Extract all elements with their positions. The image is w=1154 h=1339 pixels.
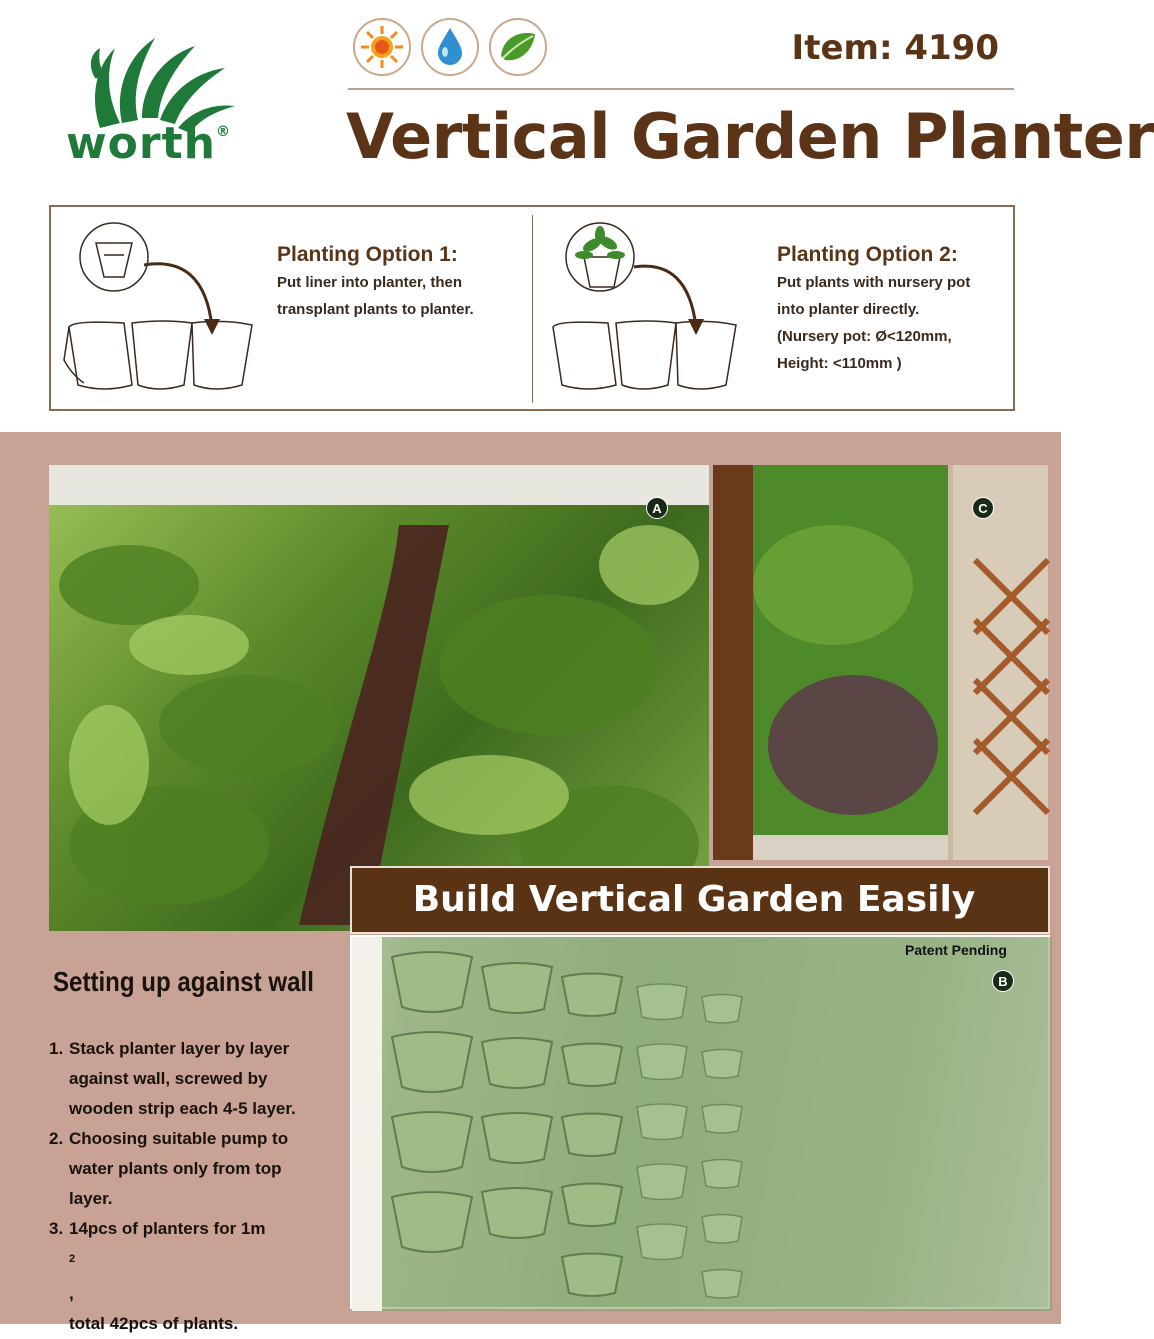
step-line-text: 14pcs of planters for 1m	[69, 1219, 266, 1238]
planting-option-2-text	[777, 269, 970, 377]
setup-steps-list	[49, 1034, 349, 1339]
step-line: Choosing suitable pump to	[69, 1129, 289, 1148]
page-title: Vertical Garden Planter	[346, 100, 1154, 173]
header-divider	[348, 88, 1014, 90]
photo-garden-trellis	[713, 465, 1048, 860]
setup-heading: Setting up against wall	[53, 966, 314, 997]
option-2-line: (Nursery pot: Ø<120mm,	[777, 328, 952, 345]
step-line	[69, 1214, 266, 1309]
banner-text: Build Vertical Garden Easily	[412, 879, 976, 920]
step-line: against wall, screwed by	[69, 1069, 268, 1088]
step-line: wooden strip each 4-5 layer.	[69, 1099, 296, 1118]
registered-mark: ®	[215, 124, 231, 140]
setup-step	[49, 1034, 349, 1124]
option-1-line: transplant plants to planter.	[277, 301, 474, 318]
planting-option-2-diagram	[548, 215, 748, 400]
planting-option-1-text	[277, 269, 474, 323]
photo-label-b: B	[992, 970, 1014, 992]
step-number: 3.	[49, 1219, 64, 1238]
water-drop-icon	[421, 18, 479, 76]
option-2-line: Height: <110mm )	[777, 355, 902, 372]
photo-planter-wall	[350, 935, 1050, 1309]
brand-name	[66, 118, 231, 169]
photo-green-wall	[49, 465, 709, 931]
option-1-line: Put liner into planter, then	[277, 274, 463, 291]
setup-step	[49, 1124, 349, 1214]
planting-option-1-title: Planting Option 1:	[277, 243, 458, 266]
step-line: layer.	[69, 1189, 113, 1208]
option-2-line: into planter directly.	[777, 301, 920, 318]
planting-option-2-title: Planting Option 2:	[777, 243, 958, 266]
step-line: water plants only from top	[69, 1159, 282, 1178]
patent-pending-text: Patent Pending	[905, 942, 1007, 958]
step-line: total 42pcs of plants.	[69, 1313, 239, 1333]
photo-label-c: C	[972, 497, 994, 519]
photo-label-a: A	[646, 497, 668, 519]
planting-option-1-diagram	[64, 215, 264, 400]
sun-icon	[353, 18, 411, 76]
step-number: 1.	[49, 1039, 64, 1058]
step-number: 2.	[49, 1129, 64, 1148]
option-2-line: Put plants with nursery pot	[777, 274, 971, 291]
superscript: 2	[69, 1253, 76, 1265]
options-divider	[532, 215, 533, 403]
leaf-icon	[489, 18, 547, 76]
step-line-suffix: ,	[69, 1283, 74, 1303]
step-line: Stack planter layer by layer	[69, 1039, 290, 1058]
item-number: Item: 4190	[791, 28, 999, 68]
setup-step	[49, 1214, 349, 1339]
brand-name-text: worth	[66, 118, 216, 169]
